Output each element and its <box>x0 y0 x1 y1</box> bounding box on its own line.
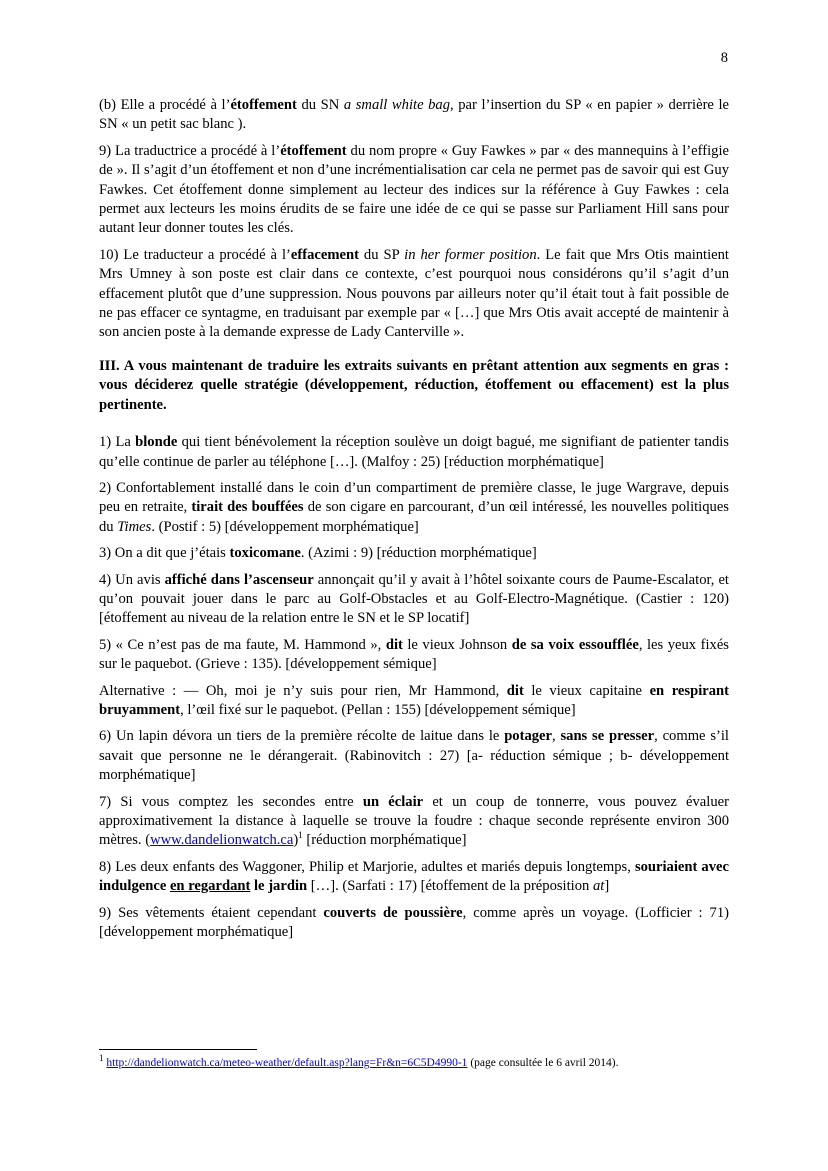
text-segment: Alternative : — Oh, moi je n’y suis pour rien, Mr Hammond, <box>99 682 507 699</box>
text-segment: 3) On a dit que j’étais <box>99 545 230 562</box>
paragraph-e-8 <box>99 858 729 897</box>
text-segment: blonde <box>135 434 178 451</box>
paragraph-e-5alt <box>99 682 729 721</box>
text-segment: , par l’insertion du SP « en papier » derrière le SN « un petit sac blanc ). <box>99 97 730 133</box>
text-segment: 6) Un lapin dévora un tiers de la première récolte de laitue dans le <box>99 728 505 745</box>
text-segment: dit <box>385 636 403 653</box>
text-segment: , comme s’il savait que personne ne le dérangerait. (Rabinovitch : 27) [a- réduction sémique ; b- développement morphématique] <box>99 728 729 784</box>
text-segment: 10) Le traducteur a procédé à l’ <box>99 246 291 263</box>
text-segment: qui tient bénévolement la réception soulève un doigt bagué, me signifiant de patienter tandis qu’elle continue de parler au téléphone […]. (Malfoy : 25) [réduction morphématique] <box>99 434 729 470</box>
text-segment: 7) Si vous comptez les secondes entre <box>99 793 363 810</box>
inline-link[interactable]: www.dandelionwatch.ca <box>150 832 294 849</box>
text-segment: effacement <box>290 246 359 263</box>
text-segment: in her former position <box>404 246 537 263</box>
text-segment: a small white bag <box>343 97 451 113</box>
text-segment: en regardant <box>169 878 251 895</box>
text-segment: tirait des bouffées <box>191 499 304 516</box>
text-segment: , les yeux fixés sur le paquebot. (Grieve : 135). [développement sémique] <box>99 636 729 673</box>
paragraph-e-2 <box>99 479 729 537</box>
text-segment: , <box>552 728 561 745</box>
answer-paragraphs <box>99 96 729 343</box>
text-segment: potager <box>504 728 553 745</box>
footnote <box>99 1053 739 1070</box>
text-segment: 8) Les deux enfants des Waggoner, Philip et Marjorie, adultes et mariés depuis longtemps, <box>99 858 635 875</box>
text-segment: (b) Elle a procédé à l’ <box>99 97 231 113</box>
text-segment: 5) « Ce n’est pas de ma faute, M. Hammond », <box>99 636 386 653</box>
text-segment: 1) La <box>99 434 136 451</box>
paragraph-e-6 <box>99 727 729 785</box>
text-segment: dit <box>506 682 524 699</box>
text-segment: 9) Ses vêtements étaient cependant <box>99 904 324 921</box>
paragraph-p-9 <box>99 142 729 239</box>
text-segment: sans se presser <box>560 728 655 745</box>
text-segment: ) <box>293 832 299 849</box>
text-segment: 4) Un avis <box>99 571 165 588</box>
footnote-marker: 1 <box>99 1053 104 1064</box>
text-segment: Times <box>117 518 152 535</box>
exercise-list <box>99 433 729 942</box>
text-segment: du SN <box>296 97 344 113</box>
footnote-separator <box>99 1049 257 1050</box>
footnote-ref: 1 <box>298 830 303 841</box>
page-number: 8 <box>720 50 728 66</box>
footnote-text: (page consultée le 6 avril 2014). <box>467 1057 619 1069</box>
paragraph-p-b <box>99 96 729 135</box>
text-segment: affiché dans l’ascenseur <box>164 571 314 588</box>
text-segment: […]. (Sarfati : 17) [étoffement de la préposition <box>307 878 593 895</box>
text-segment: 9) La traductrice a procédé à l’ <box>99 142 281 159</box>
page-content <box>99 96 729 949</box>
paragraph-e-7 <box>99 793 729 851</box>
text-segment: , l’œil fixé sur le paquebot. (Pellan : 155) [développement sémique] <box>180 701 576 718</box>
text-segment: le jardin <box>250 878 308 895</box>
text-segment: étoffement <box>280 142 347 159</box>
text-segment: annonçait qu’il y avait à l’hôtel soixante cours de Paume-Escalator, et qu’on pouvait jouer dans le parc au Golf-Obstacles et au Golf-Electro-Magnétique. (Castier : 120) [étoffement au niveau de la relation entre le SN et le SP locatif] <box>99 571 729 627</box>
text-segment: couverts de poussière <box>323 904 463 921</box>
text-segment: de son cigare en parcourant, d’un œil intéressé, les nouvelles politiques du <box>99 499 729 535</box>
paragraph-e-1 <box>99 433 729 472</box>
text-segment: et un coup de tonnerre, vous pouvez évaluer approximativement la distance à laquelle se trouve la foudre : chaque seconde représente environ 300 mètres. ( <box>99 793 729 849</box>
text-segment: de sa voix essoufflée <box>511 636 639 653</box>
paragraph-p-10 <box>99 246 729 343</box>
text-segment: . Le fait que Mrs Otis maintient Mrs Umney à son poste est clair dans ce contexte, c’est pourquoi nous considérons qu’il s’agit d’un effacement plutôt que d’une suppression. Nous pouvons par ailleurs noter qu’il était tout à fait possible de ne pas effacer ce syntagme, en traduisant par exemple par « […] que Mrs Otis avait accepté de maintenir à son ancien poste à la demande expresse de Lady Canterville ». <box>99 246 729 341</box>
text-segment: le vieux Johnson <box>402 636 512 653</box>
text-segment: 2) Confortablement installé dans le coin d’un compartiment de première classe, le juge Wargrave, depuis peu en retraite, <box>99 479 729 516</box>
text-segment: ] <box>604 878 610 895</box>
text-segment: at <box>592 878 605 895</box>
text-segment: un éclair <box>362 793 424 810</box>
text-segment: étoffement <box>230 97 297 113</box>
text-segment: toxicomane <box>229 545 301 562</box>
text-segment: . (Postif : 5) [développement morphématique] <box>151 518 419 535</box>
text-segment: [réduction morphématique] <box>302 832 467 849</box>
text-segment: . (Azimi : 9) [réduction morphématique] <box>300 545 537 562</box>
paragraph-e-5 <box>99 636 729 675</box>
paragraph-e-9 <box>99 904 729 943</box>
text-segment: en respirant bruyamment <box>99 682 729 718</box>
paragraph-e-3 <box>99 544 729 563</box>
paragraph-e-4 <box>99 571 729 629</box>
text-segment: le vieux capitaine <box>523 682 650 699</box>
footnote-link[interactable]: http://dandelionwatch.ca/meteo-weather/default.asp?lang=Fr&n=6C5D4990-1 <box>106 1057 468 1069</box>
text-segment: souriaient avec indulgence <box>99 858 729 895</box>
text-segment: , comme après un voyage. (Lofficier : 71) [développement morphématique] <box>99 904 730 941</box>
text-segment: du SP <box>358 246 405 263</box>
section-heading: III. A vous maintenant de traduire les extraits suivants en prêtant attention aux segments en gras : vous déciderez quelle stratégie (développement, réduction, étoffement ou effacement) est la plus pertinente. <box>99 357 729 413</box>
text-segment: du nom propre « Guy Fawkes » par « des mannequins à l’effigie de ». Il s’agit d’un étoffement et non d’une incrémentialisation car cela ne permet pas de savoir qui est Guy Fawkes. Cet étoffement donne simplement au lecteur des indices sur la référence à Guy Fawkes : cela permet aux lecteurs les moins érudits de se faire une idée de ce qui se passe sur Parliament Hill sans pour autant leur donner toutes les clés. <box>99 142 729 237</box>
